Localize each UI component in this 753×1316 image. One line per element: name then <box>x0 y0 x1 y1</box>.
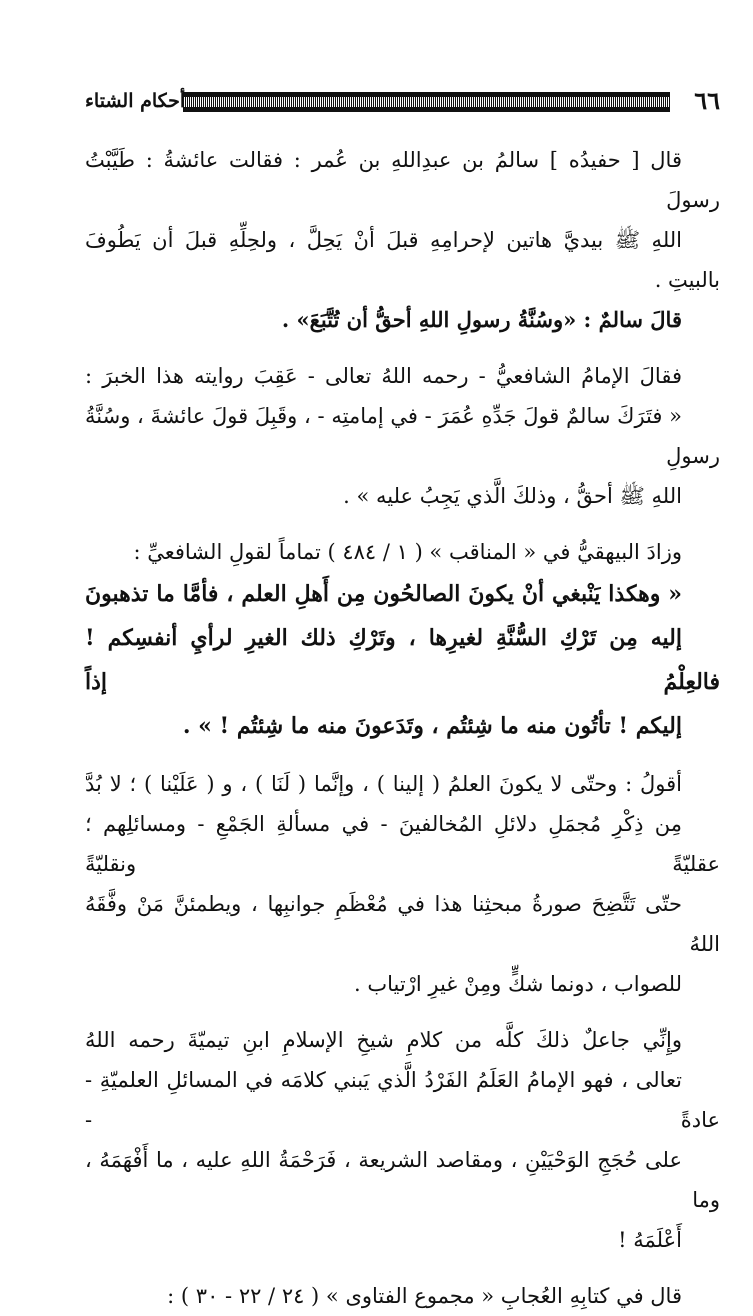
paragraph-quote <box>85 572 720 748</box>
text-line: وزادَ البيهقيُّ في « المناقب » ( ١ / ٤٨٤ ) تماماً لقولِ الشافعيِّ : <box>133 540 682 564</box>
text-line: « وهكذا يَنْبغي أنْ يكونَ الصالحُون مِن أَهلِ العلم ، فأمَّا ما تذهبونَ <box>85 581 682 607</box>
paragraph-ibn-taymiyya <box>85 1020 720 1260</box>
paragraph-author-note <box>85 764 720 1004</box>
text-line: قالَ سالمٌ : «وسُنَّةُ رسولِ اللهِ أحقُّ أن تُتَّبَعَ» . <box>281 307 682 332</box>
text-line: اللهِ ﷺ أحقُّ ، وذلكَ الَّذي يَجِبُ عليه » . <box>343 484 682 508</box>
paragraph-hadith <box>85 140 720 300</box>
paragraph-bayhaqi <box>85 532 720 572</box>
paragraph-salim <box>85 300 720 340</box>
text-line: مِن ذِكْرِ مُجمَلِ دلائلِ المُخالفينَ - في مسألةِ الجَمْعِ - ومسائلِهم ؛ عقليّةً ونقليّةً <box>85 812 720 876</box>
page-number: ٦٦ <box>694 86 720 115</box>
text-line: أَعْلَمَهُ ! <box>618 1228 682 1252</box>
text-line: « فتَرَكَ سالمٌ قولَ جَدِّهِ عُمَرَ - في إمامتِه - ، وقَبِلَ قولَ عائشةَ ، وسُنَّةُ رسولِ <box>85 404 720 468</box>
text-line: اللهِ ﷺ بيديَّ هاتين لإحرامِهِ قبلَ أنْ يَحِلَّ ، ولحِلِّهِ قبلَ أن يَطُوفَ بالبيتِ . <box>85 228 720 292</box>
text-line: إليه مِن تَرْكِ السُّنَّةِ لغيرِها ، وتَرْكِ ذلك الغيرِ لرأيِ أنفسِكم ! فالعِلْمُ إذاً <box>85 625 720 695</box>
text-line: للصواب ، دونما شكٍّ ومِنْ غيرِ ارْتياب . <box>354 972 682 996</box>
text-line: إليكم ! تأتُون منه ما شِئتُم ، وتَدَعونَ منه ما شِئتُم ! » . <box>182 713 682 739</box>
text-line: تعالى ، فهو الإمامُ العَلَمُ الفَرْدُ الَّذي يَبني كلامَه في المسائلِ العلميّةِ - عادةً - <box>85 1068 720 1132</box>
text-line: قال في كتابِهِ العُجابِ « مجموع الفتاوى » ( ٢٤ / ٢٢ - ٣٠ ) : <box>167 1284 682 1308</box>
text-line: أقولُ : وحتّى لا يكونَ العلمُ ( إلينا ) ، وإنَّما ( لَنَا ) ، و ( عَلَيْنا ) ؛ لا بُدَّ <box>85 772 682 796</box>
running-title: أحكام الشتاء <box>85 90 186 112</box>
page-body <box>85 140 720 1316</box>
header-rule <box>183 92 670 112</box>
text-line: حتّى تَتَّضِحَ صورةُ مبحثِنا هذا في مُعْظَمِ جوانبِها ، ويطمئنَّ مَنْ وفَّقَهُ اللهُ <box>85 892 720 956</box>
paragraph-shafii <box>85 356 720 516</box>
text-line: على حُجَجِ الوَحْيَيْنِ ، ومقاصد الشريعة ، فَرَحْمَةُ اللهِ عليه ، ما أَفْهَمَهُ ، وما <box>85 1148 720 1212</box>
page-header <box>85 84 720 118</box>
text-line: فقالَ الإمامُ الشافعيُّ - رحمه اللهُ تعالى - عَقِبَ روايته هذا الخبرَ : <box>85 364 682 388</box>
text-line: قال [ حفيدُه ] سالمُ بن عبدِاللهِ بن عُمر : فقالت عائشةُ : طَيَّبْتُ رسولَ <box>85 148 720 212</box>
paragraph-citation <box>85 1276 720 1316</box>
text-line: وإِنِّي جاعلٌ ذلكَ كلَّه من كلامِ شيخِ الإسلامِ ابنِ تيميّةَ رحمه اللهُ <box>85 1028 682 1052</box>
